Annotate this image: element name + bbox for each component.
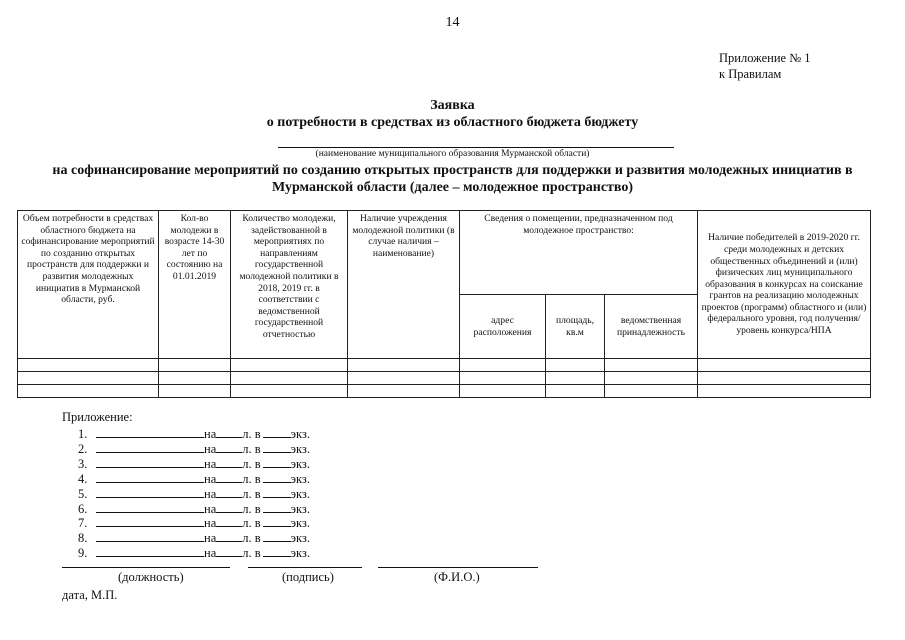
attachment-word-ekz: экз. [290, 546, 310, 561]
request-table [17, 210, 871, 398]
attachment-number: 6. [78, 501, 88, 516]
attachment-word-ekz: экз. [290, 471, 310, 486]
table-cell[interactable] [698, 359, 871, 372]
signature-line [248, 567, 362, 568]
header-ownership: ведомственная принадлежность [605, 295, 698, 359]
header-institution: Наличие учреждения молодежной политики (в случае наличия – наименование) [348, 211, 460, 359]
attachment-word-ekz: экз. [290, 531, 310, 546]
attachment-name-blank[interactable] [96, 456, 204, 468]
attachment-name-blank[interactable] [96, 515, 204, 527]
attachment-word-l-v: л. в [242, 501, 261, 516]
table-cell[interactable] [159, 385, 231, 398]
table-cell[interactable] [231, 372, 348, 385]
attachment-row [78, 441, 310, 455]
attachment-word-na: на [204, 531, 217, 546]
attachment-name-blank[interactable] [96, 530, 204, 542]
table-cell[interactable] [18, 372, 159, 385]
attachment-copies-blank[interactable] [263, 530, 291, 542]
attachment-word-l-v: л. в [242, 516, 261, 531]
attachment-word-na: на [204, 546, 217, 561]
attachment-copies-blank[interactable] [263, 471, 291, 483]
attachment-name-blank[interactable] [96, 486, 204, 498]
attachment-word-ekz: экз. [290, 501, 310, 516]
attachment-name-blank[interactable] [96, 441, 204, 453]
attachment-copies-blank[interactable] [263, 515, 291, 527]
attachment-number: 9. [78, 546, 88, 561]
table-cell[interactable] [348, 372, 460, 385]
attachment-pages-blank[interactable] [216, 486, 242, 498]
attachment-word-l-v: л. в [242, 486, 261, 501]
table-cell[interactable] [231, 385, 348, 398]
attachment-name-blank[interactable] [96, 501, 204, 513]
attachment-copies-blank[interactable] [263, 486, 291, 498]
attachment-number: 4. [78, 471, 88, 486]
header-address: адрес расположения [460, 295, 546, 359]
attachment-number: 3. [78, 456, 88, 471]
attachment-pages-blank[interactable] [216, 530, 242, 542]
attachment-name-blank[interactable] [96, 471, 204, 483]
attachment-word-ekz: экз. [290, 441, 310, 456]
attachments-label: Приложение: [62, 410, 133, 424]
attachment-pages-blank[interactable] [216, 515, 242, 527]
attachment-word-na: на [204, 516, 217, 531]
attachment-pages-blank[interactable] [216, 501, 242, 513]
attachment-row [78, 426, 310, 440]
attachment-copies-blank[interactable] [263, 426, 291, 438]
signature-caption: (подпись) [282, 570, 334, 584]
table-cell[interactable] [698, 372, 871, 385]
table-cell[interactable] [546, 385, 605, 398]
attachment-name-blank[interactable] [96, 545, 204, 557]
fio-line [378, 567, 538, 568]
attachment-row [78, 456, 310, 470]
attachment-word-ekz: экз. [290, 427, 310, 441]
attachment-word-l-v: л. в [242, 546, 261, 561]
attachment-word-na: на [204, 427, 217, 441]
table-cell[interactable] [231, 359, 348, 372]
attachment-row [78, 545, 310, 559]
position-line [62, 567, 230, 568]
document-heading: на софинансирование мероприятий по созданию открытых пространств для поддержки и развития молодежных инициатив в Мурманской области (далее – молодежное пространство) [52, 163, 853, 195]
attachment-name-blank[interactable] [96, 426, 204, 438]
attachment-word-na: на [204, 486, 217, 501]
header-area: площадь, кв.м [546, 295, 605, 359]
table-cell[interactable] [605, 385, 698, 398]
attachment-pages-blank[interactable] [216, 441, 242, 453]
table-cell[interactable] [159, 359, 231, 372]
table-row [18, 372, 871, 385]
municipality-caption: (наименование муниципального образования Мурманской области) [315, 149, 590, 159]
document-title: Заявка [430, 98, 475, 113]
table-cell[interactable] [460, 359, 546, 372]
attachment-row [78, 530, 310, 544]
attachment-copies-blank[interactable] [263, 441, 291, 453]
attachment-word-ekz: экз. [290, 456, 310, 471]
table-cell[interactable] [460, 385, 546, 398]
attachment-word-ekz: экз. [290, 516, 310, 531]
attachment-copies-blank[interactable] [263, 456, 291, 468]
document-subtitle: о потребности в средствах из областного бюджета бюджету [266, 115, 639, 130]
attachment-number: 7. [78, 516, 88, 531]
attachment-pages-blank[interactable] [216, 456, 242, 468]
attachment-word-na: на [204, 471, 217, 486]
appendix-reference [719, 50, 811, 82]
table-cell[interactable] [546, 359, 605, 372]
attachment-pages-blank[interactable] [216, 471, 242, 483]
header-youth-involved: Количество молодежи, задействованной в мероприятиях по направлениям государственной молодежной политики в 2018, 2019 гг. в соответствии с ведомственной государственной отчетностью [231, 211, 348, 359]
attachment-word-na: на [204, 456, 217, 471]
attachment-pages-blank[interactable] [216, 545, 242, 557]
attachment-pages-blank[interactable] [216, 426, 242, 438]
header-volume: Объем потребности в средствах областного бюджета на софинансирование мероприятий по созданию открытых пространств для поддержки и развития молодежных инициатив в Мурманской области, руб. [18, 211, 159, 359]
table-cell[interactable] [605, 359, 698, 372]
header-youth-count: Кол-во молодежи в возрасте 14-30 лет по состоянию на 01.01.2019 [159, 211, 231, 359]
table-row [18, 359, 871, 372]
table-cell[interactable] [698, 385, 871, 398]
attachment-copies-blank[interactable] [263, 501, 291, 513]
attachment-word-l-v: л. в [242, 471, 261, 486]
table-cell[interactable] [159, 372, 231, 385]
page-number: 14 [445, 15, 460, 30]
appendix-line-2: к Правилам [719, 67, 782, 81]
position-caption: (должность) [118, 570, 184, 584]
attachment-word-l-v: л. в [242, 456, 261, 471]
attachment-number: 8. [78, 531, 88, 546]
table-row [18, 385, 871, 398]
header-winners: Наличие победителей в 2019-2020 гг. среди молодежных и детских общественных объединений и (или) физических лиц муниципального образования в конкурсах на соискание грантов на реализацию молодежных проектов (программ) областного и (или) федерального уровня, год получения/уровень конкурса/НПА [698, 211, 871, 359]
attachment-row [78, 486, 310, 500]
attachment-word-ekz: экз. [290, 486, 310, 501]
table-cell[interactable] [605, 372, 698, 385]
attachment-word-na: на [204, 441, 217, 456]
appendix-line-1: Приложение № 1 [719, 51, 811, 65]
attachment-copies-blank[interactable] [263, 545, 291, 557]
attachment-row [78, 471, 310, 485]
attachment-row [78, 501, 310, 515]
fio-caption: (Ф.И.О.) [434, 570, 480, 584]
table-cell[interactable] [460, 372, 546, 385]
attachment-row [78, 515, 310, 529]
attachment-number: 5. [78, 486, 88, 501]
attachment-word-l-v: л. в [242, 441, 261, 456]
table-cell[interactable] [348, 385, 460, 398]
attachment-number: 2. [78, 441, 88, 456]
table-cell[interactable] [546, 372, 605, 385]
table-cell[interactable] [348, 359, 460, 372]
attachment-word-l-v: л. в [242, 427, 261, 441]
date-stamp: дата, М.П. [62, 588, 118, 602]
attachment-word-na: на [204, 501, 217, 516]
header-premises: Сведения о помещении, предназначенном под молодежное пространство: [460, 211, 698, 295]
municipality-fill-line [278, 147, 674, 148]
attachment-number: 1. [78, 427, 88, 441]
attachment-word-l-v: л. в [242, 531, 261, 546]
table-cell[interactable] [18, 359, 159, 372]
table-cell[interactable] [18, 385, 159, 398]
